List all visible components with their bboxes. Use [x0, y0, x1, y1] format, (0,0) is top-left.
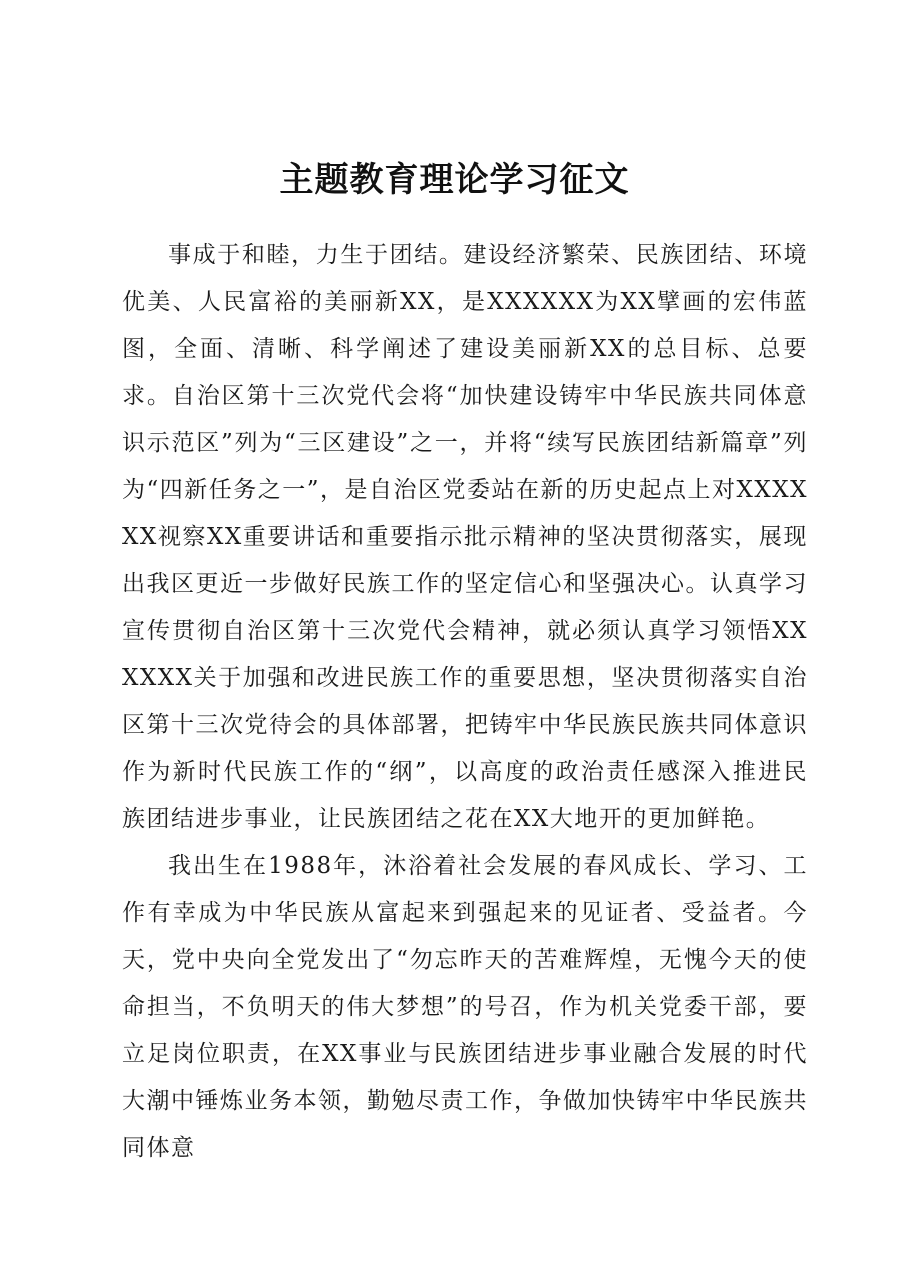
document-body [122, 232, 808, 1172]
document-title: 主题教育理论学习征文 [279, 160, 630, 200]
paragraph-2: 我出生在1988年，沐浴着社会发展的春风成长、学习、工作有幸成为中华民族从富起来到强起来的见证者、受益者。今天，党中央向全党发出了“勿忘昨天的苦难辉煌，无愧今天的使命担当，不负明天的伟大梦想”的号召，作为机关党委干部，要立足岗位职责，在XX事业与民族团结进步事业融合发展的时代大潮中锤炼业务本领，勤勉尽责工作，争做加快铸牢中华民族共同体意 [122, 853, 808, 1161]
paragraph-1: 事成于和睦，力生于团结。建设经济繁荣、民族团结、环境优美、人民富裕的美丽新XX，是XXXXXX为XX擘画的宏伟蓝图，全面、清晰、科学阐述了建设美丽新XX的总目标、总要求。自治区第十三次党代会将“加快建设铸牢中华民族共同体意识示范区”列为“三区建设”之一，并将“续写民族团结新篇章”列为“四新任务之一”，是自治区党委站在新的历史起点上对XXXXXX视察XX重要讲话和重要指示批示精神的坚决贯彻落实，展现出我区更近一步做好民族工作的坚定信心和坚强决心。认真学习宣传贯彻自治区第十三次党代会精神，就必须认真学习领悟XXXXXX关于加强和改进民族工作的重要思想，坚决贯彻落实自治区第十三次党待会的具体部署，把铸牢中华民族民族共同体意识作为新时代民族工作的“纲”，以高度的政治责任感深入推进民族团结进步事业，让民族团结之花在XX大地开的更加鲜艳。 [122, 242, 809, 832]
